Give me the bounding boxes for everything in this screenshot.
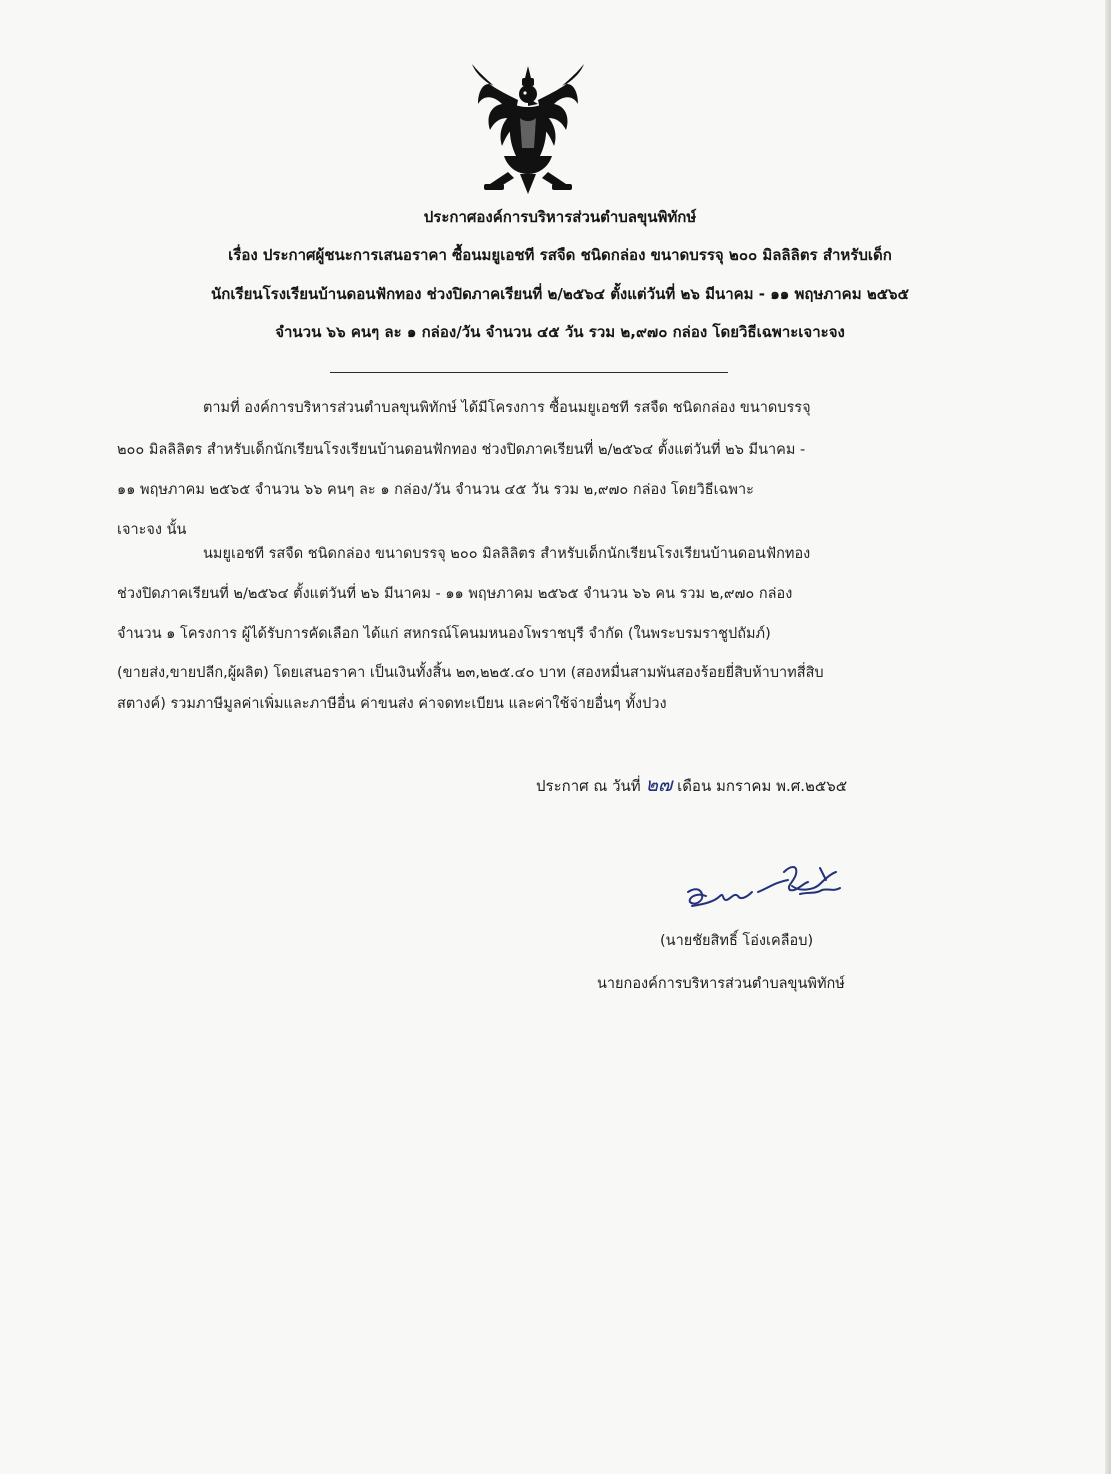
- paragraph-2-line-5: สตางค์) รวมภาษีมูลค่าเพิ่มและภาษีอื่น ค่าขนส่ง ค่าจดทะเบียน และค่าใช้จ่ายอื่นๆ ทั้งปวง: [117, 696, 667, 712]
- paragraph-2-line-1: นมยูเอชที รสจืด ชนิดกล่อง ขนาดบรรจุ ๒๐๐ มิลลิลิตร สำหรับเด็กนักเรียนโรงเรียนบ้านดอนฟักทอง: [203, 546, 811, 562]
- subject-line-1: เรื่อง ประกาศผู้ชนะการเสนอราคา ซื้อนมยูเอชที รสจืด ชนิดกล่อง ขนาดบรรจุ ๒๐๐ มิลลิลิตร สำหรับเด็ก: [228, 246, 892, 264]
- paragraph-1-line-4: เจาะจง นั้น: [117, 522, 187, 538]
- paragraph-2-line-4: (ขายส่ง,ขายปลีก,ผู้ผลิต) โดยเสนอราคา เป็นเงินทั้งสิ้น ๒๓,๒๒๕.๔๐ บาท (สองหมื่นสามพันสองร้อยยี่สิบห้าบาทสี่สิบ: [117, 665, 824, 681]
- paragraph-2-line-2: ช่วงปิดภาคเรียนที่ ๒/๒๕๖๔ ตั้งแต่วันที่ ๒๖ มีนาคม - ๑๑ พฤษภาคม ๒๕๖๕ จำนวน ๖๖ คน รวม ๒,๙๗๐ กล่อง: [117, 586, 793, 602]
- paragraph-2-line-3: จำนวน ๑ โครงการ ผู้ได้รับการคัดเลือก ได้แก่ สหกรณ์โคนมหนองโพราชบุรี จำกัด (ในพระบรมราชูปถัมภ์): [117, 626, 771, 642]
- paragraph-1-line-3: ๑๑ พฤษภาคม ๒๕๖๕ จำนวน ๖๖ คนๆ ละ ๑ กล่อง/วัน จำนวน ๔๕ วัน รวม ๒,๙๗๐ กล่อง โดยวิธีเฉพาะ: [117, 482, 754, 498]
- paragraph-1-line-2: ๒๐๐ มิลลิลิตร สำหรับเด็กนักเรียนโรงเรียนบ้านดอนฟักทอง ช่วงปิดภาคเรียนที่ ๒/๒๕๖๔ ตั้งแต่วันที่ ๒๖ มีนาคม -: [117, 442, 806, 458]
- signer-name: (นายชัยสิทธิ์ โอ่งเคลือบ): [660, 933, 814, 949]
- handwritten-signature-icon: [680, 862, 850, 922]
- organization-title: ประกาศองค์การบริหารส่วนตำบลขุนพิทักษ์: [423, 208, 697, 226]
- signer-position: นายกองค์การบริหารส่วนตำบลขุนพิทักษ์: [597, 976, 845, 992]
- paragraph-1-line-1: ตามที่ องค์การบริหารส่วนตำบลขุนพิทักษ์ ได้มีโครงการ ซื้อนมยูเอชที รสจืด ชนิดกล่อง ขนาดบรรจุ: [203, 400, 811, 416]
- subject-line-3: จำนวน ๖๖ คนๆ ละ ๑ กล่อง/วัน จำนวน ๔๕ วัน รวม ๒,๙๗๐ กล่อง โดยวิธีเฉพาะเจาะจง: [275, 323, 845, 341]
- title-divider: [330, 372, 728, 373]
- date-prefix: ประกาศ ณ วันที่: [536, 777, 641, 795]
- page-edge: [1105, 0, 1111, 1474]
- subject-line-2: นักเรียนโรงเรียนบ้านดอนฟักทอง ช่วงปิดภาคเรียนที่ ๒/๒๕๖๔ ตั้งแต่วันที่ ๒๖ มีนาคม - ๑๑ พฤษภาคม ๒๕๖๕: [211, 285, 909, 303]
- announcement-date: [536, 770, 847, 800]
- garuda-emblem-icon: [468, 60, 588, 200]
- date-month-year: เดือน มกราคม พ.ศ.๒๕๖๕: [677, 777, 848, 795]
- date-day: ๒๗: [645, 774, 673, 796]
